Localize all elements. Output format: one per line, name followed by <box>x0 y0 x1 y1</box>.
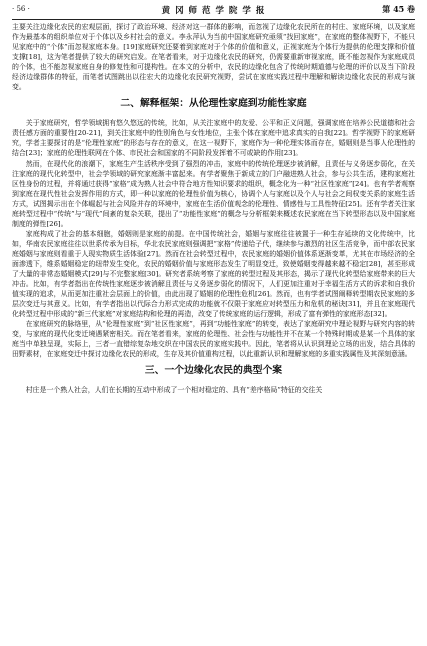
page-number: · 56 · <box>12 5 30 13</box>
paragraph: 然而，在现代化的浪潮下，家庭生产生活秩序受到了强烈的冲击，家庭中的传统伦理逐步被消解，且责任与义务逐步弱化，在关注家庭的现代化转型中，社会学领域的研究家庭渐丰富起来。有学者聚焦于新成立的门户融进熟人社会，参与公共生活，建构家庭社区性身份的过程，并将通过获得“家格”成为熟人社会中符合地方性知识要求的组织，概念化为一种“社区性家庭”[24]。也有学者观察到家庭在现代性社会发挥作用的方式，即一种以家庭的伦理性价值为核心，协调个人与家庭以及个人与社会之间权变关系的家庭生活方式，试图揭示出在个体崛起与社会风险并存的环境中，家庭在生活价值观念的伦理性、情感性与工具性特征[25]。还有学者关注家庭转型过程中“传统”与“现代”间紊的复杂关联，提出了“功能性家庭”的概念与分析框架来概述农民家庭在当下转型形态以及中国家庭制度的弹性[26]。 <box>12 159 415 228</box>
paragraph: 家庭构成了社会的基本细胞，婚姻则是家庭的前提。在中国传统社会，婚姻与家庭往往被置于一种生存延续的文化传统中，比如，华南农民家庭往往以世系传承为目标，华北农民家庭则强调把“家格”传递给子代，继续参与激烈的社区生活竞争，而中部农民家庭婚姻与家庭则看重于人现实物质生活体验[27]。然而在社会转型过程中，农民家庭的婚姻价值体系逐渐变革，尤其在市场经济的全面渗透下，维系婚姻稳定的纽带发生变化，农民的婚姻价值与家庭形态发生了明显变迁，致使婚姻变得越来越不稳定[28]，甚至形成了大量的非常态婚姻模式[29]与不完整家庭[30]。研究者系统考察了家庭的转型过程及其形态，揭示了现代化转型给家庭带来的巨大冲击。比如，有学者指出在传统性家庭逐步被消解且责任与义务逐步弱化的情况下，人们更加注重对于幸福生活方式的诉求和自我价值实现的追求，从而更加注重社会层面上的价值，由此出现了婚姻的伦理性危机[26]。然而，也有学者试图阐释转型期农民家庭的多层次变迁与其意义。比如，有学者指出以代际合力形式完成的功能就不仅限于家庭应对转型压力和危机的秘诀[31]，并且在家庭现代化转型过程中形成的“新三代家庭”对家庭结构和伦理的再造，改变了传统家庭的运行逻辑，形成了富有弹性的家庭形态[32]。 <box>12 229 415 319</box>
header-rule <box>12 19 415 20</box>
paragraph: 关于家庭研究，哲学领域拥有悠久悠远的传统，比如，从关注家庭中的友爱、公平和正义问题，强调家庭在培养公民道德和社会责任感方面的重要性[20-21]，到关注家庭中的性别角色与女性地位，主张个体在家庭中追求真实的自我[22]。哲学视野下的家庭研究，学者主要探讨的是“伦理性家庭”的形态与存在的意义，在这一视野下，家庭作为一种伦理实体而存在，婚姻则是当事人伦理性的结合[23]；家庭的伦理性联网在个体、市民社会和国家的不同阶段发挥着不可或缺的作用[23]。 <box>12 119 415 158</box>
paragraph-continued: 主要关注边缘化农民的宏观层面，探讨了政治环境、经济对这一群体的影响，而忽视了边缘化农民所在的村庄、家庭环境，以及家庭作为最基本的组织单位对于个体以及乡村社会的意义。李永萍认为当前中国家庭研究亟须“找回家庭”，在家庭的整体视野下，不能只见家庭中的“个体”而忽视家庭本身。[19]家庭研究还要着到家庭对于个体的价值和意义，正视家庭为个体行为提供的伦理支撑和价值支撑[18]，这为笔者提供了较大的研究启发。在笔者看来，对于边缘化农民的研究，仍需要重新审视家庭，既不能忽视作为家庭成员的个体，也不能忽视家庭自身的修复性和可提构性。在本文的分析中，农民的边缘化包含了传统时期道德与伦理的评价以及当下阶段经济边缘群体的特征，而笔者试图跳出以往宏大的边缘化农民研究视野，尝试在家庭实践过程中理解和解读边缘化农民的形成与演变。 <box>12 23 415 92</box>
journal-title: 黄 冈 师 范 学 院 学 报 <box>161 6 266 16</box>
running-header <box>12 4 415 18</box>
paragraph: 在家庭研究的脉络里，从“伦理性家庭”到“社区性家庭”，再到“功能性家庭”的转变，表达了家庭研究中理论视野与研究内容的转变，与家庭的现代化变迁境遇紧密相关。而在笔者看来，家庭的伦理性、社会性与功能性并不在某一个特殊时期或是某一个具体的家庭当中单独呈现，实际上，三者一直错综复杂地交织在中国农民的家庭实践中。因此，笔者将从认识到理论立场的出发，结合具体的田野素材，在家庭变迁中探讨边缘化农民的形成，生存及其价值重构过程，以此重新认识和理解家庭的多重实践属性及其深刻意涵。 <box>12 320 415 359</box>
section-heading-3: 三、一个边缘化农民的典型个案 <box>144 365 283 377</box>
section-heading-2: 二、解释框架：从伦理性家庭到功能性家庭 <box>120 98 307 110</box>
paragraph: 村庄是一个熟人社会，人们在长期的互动中形成了一个相对稳定的、具有“差序格局”特征的交往关 <box>25 386 323 395</box>
article-body <box>12 22 415 396</box>
volume-label: 第 45 卷 <box>382 4 415 14</box>
